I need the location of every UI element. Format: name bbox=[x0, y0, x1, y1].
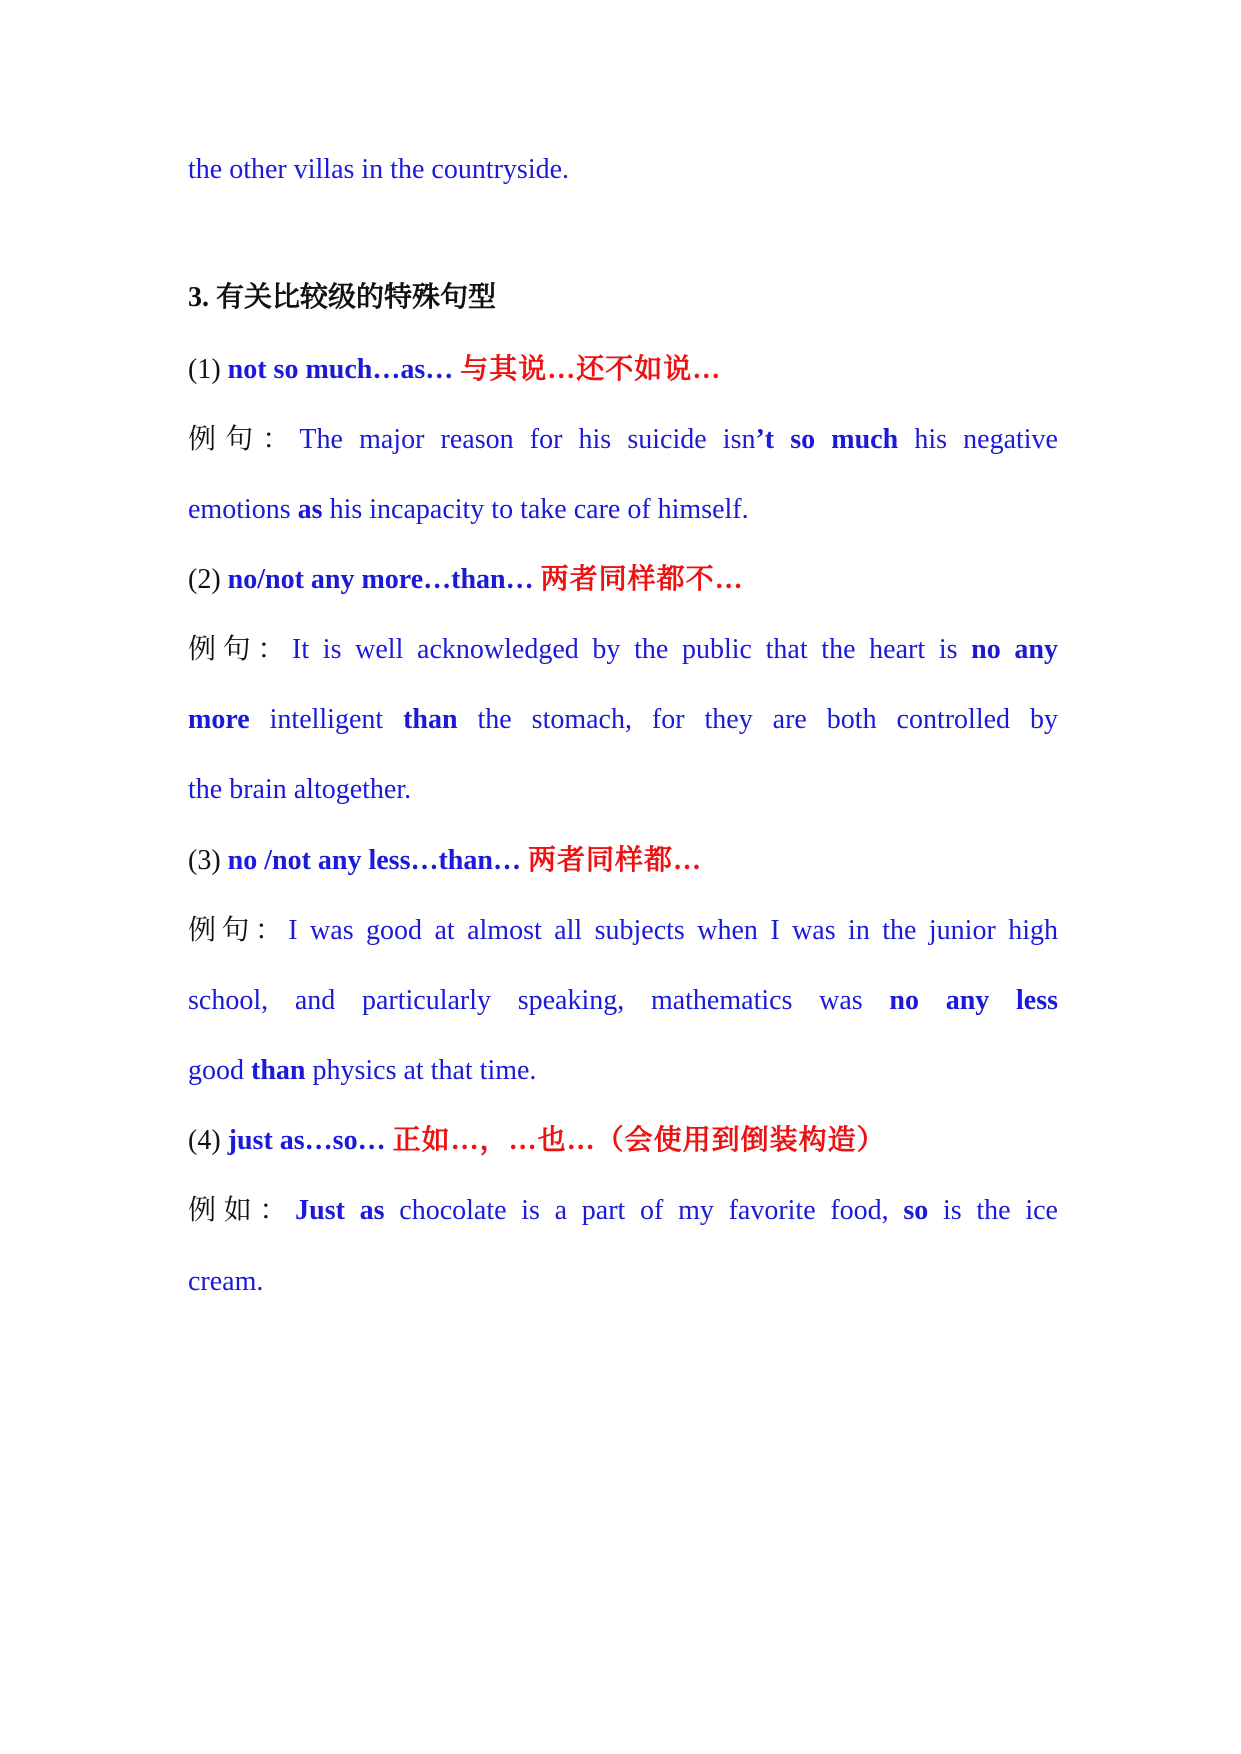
pattern-meaning: 正如…，…也…（会使用到倒装构造） bbox=[392, 1125, 886, 1156]
example-text: the brain altogether. bbox=[188, 774, 412, 805]
pattern-4-header bbox=[188, 1121, 1058, 1161]
example-label: 例句： bbox=[188, 634, 293, 665]
pattern-4-example-line-2 bbox=[188, 1262, 1058, 1302]
example-keyword: as bbox=[297, 494, 323, 525]
paragraph-text: the other villas in the countryside. bbox=[188, 154, 570, 185]
example-keyword: no any bbox=[971, 634, 1058, 665]
example-text: I was good at almost all subjects when I was in the junior high bbox=[288, 915, 1058, 946]
example-text: chocolate is a part of my favorite food, bbox=[384, 1195, 904, 1226]
document-page bbox=[188, 0, 1058, 1754]
example-text: is the ice bbox=[928, 1195, 1058, 1226]
pattern-expression: no /not any less…than… bbox=[227, 845, 528, 876]
example-text: his incapacity to take care of himself. bbox=[322, 494, 749, 525]
section-title: 3. 有关比较级的特殊句型 bbox=[188, 282, 497, 313]
example-label: 例如： bbox=[188, 1195, 296, 1226]
pattern-expression: not so much…as… bbox=[227, 354, 461, 385]
example-keyword: than bbox=[403, 704, 458, 735]
pattern-1-example-line-2 bbox=[188, 490, 1058, 530]
example-label: 例句： bbox=[188, 915, 289, 946]
example-keyword: ’t so much bbox=[755, 424, 899, 455]
pattern-4-example-line-1 bbox=[188, 1191, 1058, 1231]
pattern-3-example-line-2 bbox=[188, 981, 1058, 1021]
example-keyword: so bbox=[903, 1195, 929, 1226]
pattern-1-header bbox=[188, 350, 1058, 390]
section-heading bbox=[188, 278, 1058, 318]
pattern-meaning: 两者同样都… bbox=[527, 845, 702, 876]
example-text: school, and particularly speaking, mathematics was bbox=[188, 985, 890, 1016]
pattern-3-example-line-1 bbox=[188, 911, 1058, 951]
example-text: his negative bbox=[898, 424, 1058, 455]
example-text: emotions bbox=[188, 494, 298, 525]
pattern-number: (1) bbox=[188, 354, 228, 385]
example-keyword: than bbox=[251, 1055, 306, 1086]
pattern-meaning: 与其说…还不如说… bbox=[460, 354, 722, 385]
pattern-number: (4) bbox=[188, 1125, 228, 1156]
pattern-2-header bbox=[188, 560, 1058, 600]
pattern-3-header bbox=[188, 841, 1058, 881]
pattern-3-example-line-3 bbox=[188, 1051, 1058, 1091]
example-text: good bbox=[188, 1055, 251, 1086]
example-label: 例句： bbox=[188, 424, 300, 455]
pattern-1-example-line-1 bbox=[188, 420, 1058, 460]
example-text: physics at that time. bbox=[305, 1055, 537, 1086]
example-keyword: more bbox=[188, 704, 250, 735]
example-text: cream. bbox=[188, 1266, 264, 1297]
pattern-expression: no/not any more…than… bbox=[227, 564, 541, 595]
pattern-2-example-line-2 bbox=[188, 700, 1058, 740]
example-text: It is well acknowledged by the public that the heart is bbox=[292, 634, 972, 665]
pattern-number: (3) bbox=[188, 845, 228, 876]
pattern-2-example-line-3 bbox=[188, 770, 1058, 810]
pattern-2-example-line-1 bbox=[188, 630, 1058, 670]
example-keyword: Just as bbox=[295, 1195, 385, 1226]
pattern-number: (2) bbox=[188, 564, 228, 595]
pattern-meaning: 两者同样都不… bbox=[540, 564, 744, 595]
example-text: the stomach, for they are both controlled by bbox=[457, 704, 1058, 735]
example-text: intelligent bbox=[249, 704, 404, 735]
pattern-expression: just as…so… bbox=[227, 1125, 393, 1156]
example-keyword: no any less bbox=[889, 985, 1058, 1016]
example-text: The major reason for his suicide isn bbox=[299, 424, 756, 455]
previous-paragraph-tail bbox=[188, 150, 1058, 190]
